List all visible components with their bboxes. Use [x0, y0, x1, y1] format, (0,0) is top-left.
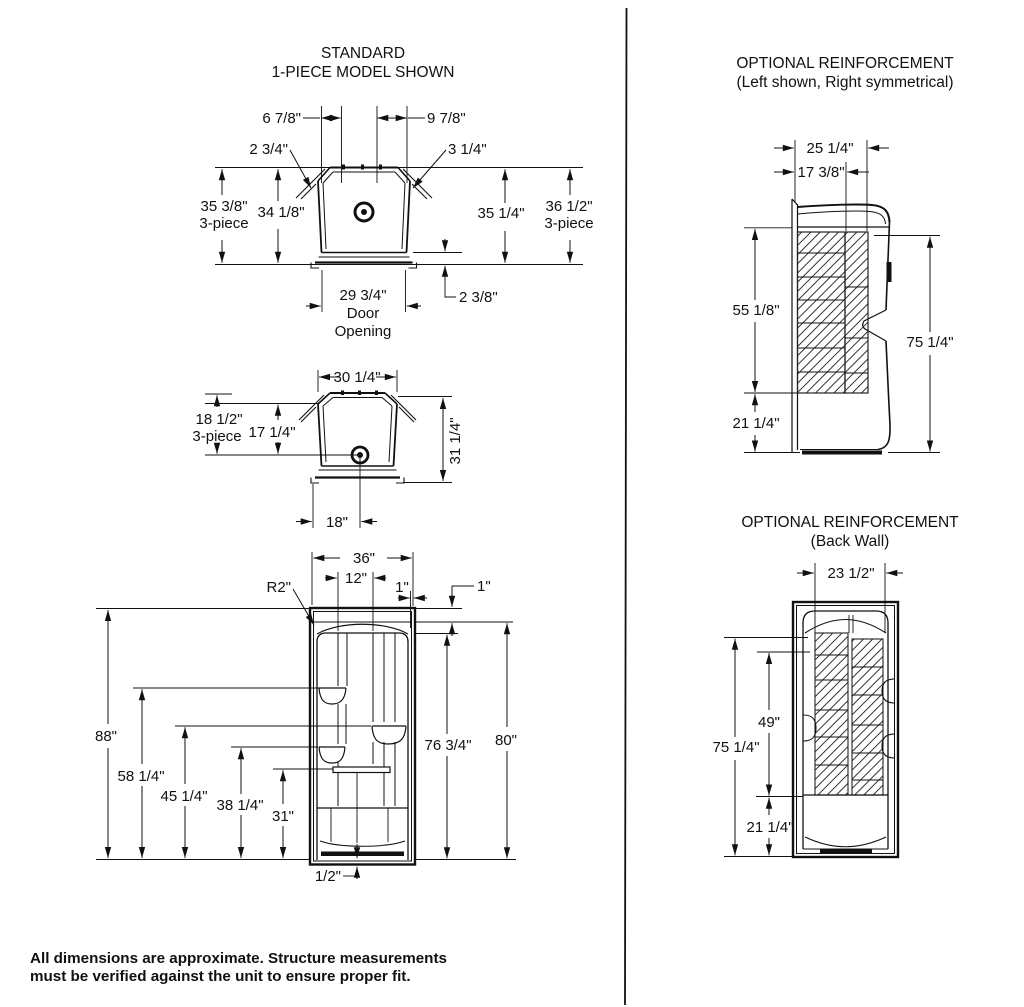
dim-h4: 31" — [271, 808, 295, 825]
top-plan-outline — [296, 165, 432, 269]
side-outline — [792, 199, 892, 455]
shelf — [333, 767, 390, 773]
dim-front-seam: 12" — [344, 570, 368, 587]
view-standard-plan-top — [199, 45, 593, 340]
dim-h2: 45 1/4" — [160, 788, 208, 805]
dim-h-int: 76 3/4" — [424, 737, 472, 754]
title-back-line1: OPTIONAL REINFORCEMENT — [741, 514, 959, 531]
dim-door-width: 29 3/4" — [339, 287, 387, 304]
mid-plan-dimensions — [192, 369, 464, 531]
dim-side-w2: 17 3/8" — [797, 164, 845, 181]
dim-depth-right: 35 1/4" — [477, 205, 525, 222]
dim-drain-offset: 18" — [325, 514, 349, 531]
dim-center-3piece-label: 3-piece — [192, 428, 242, 445]
dim-side-htotal: 75 1/4" — [906, 334, 954, 351]
top-plan-dimensions — [199, 106, 593, 340]
title-side-line2: (Left shown, Right symmetrical) — [736, 74, 954, 91]
dim-h1: 58 1/4" — [117, 768, 165, 785]
soap-dish-lower-left — [319, 747, 345, 763]
dim-h3: 38 1/4" — [216, 797, 264, 814]
dim-center-3piece: 18 1/2" — [195, 411, 243, 428]
dim-back-htotal: 75 1/4" — [712, 739, 760, 756]
mid-plan-outline — [299, 391, 416, 484]
dim-radius: R2" — [266, 579, 291, 596]
reinforcement-hatch-left — [798, 232, 846, 393]
dim-door-label1: Door — [346, 305, 380, 322]
dim-corner-right: 3 1/4" — [448, 141, 487, 158]
soap-dish-upper-left — [319, 688, 346, 704]
title-standard-line2: 1-PIECE MODEL SHOWN — [271, 64, 455, 81]
dim-back-h2: 21 1/4" — [746, 819, 794, 836]
reinforcement-hatch-right — [845, 232, 868, 393]
dim-h80: 80" — [494, 732, 518, 749]
view-side-reinforcement — [732, 55, 954, 455]
back-hatch-left — [815, 633, 848, 795]
dim-one-top: 1" — [477, 578, 491, 595]
back-outline — [793, 602, 898, 857]
dim-door-label2: Opening — [334, 323, 392, 340]
dim-base: 1/2" — [314, 868, 341, 885]
dim-curb: 2 3/8" — [459, 289, 498, 306]
column-divider-line — [625, 8, 627, 1005]
dim-mid-depth: 31 1/4" — [447, 417, 464, 465]
dim-depth-inner: 34 1/8" — [257, 204, 305, 221]
footer-note — [30, 950, 447, 985]
soap-dish-left-wall — [804, 715, 817, 741]
dim-one-right: 1" — [395, 579, 409, 596]
front-outline — [310, 608, 415, 865]
dim-depth-3piece-right: 36 1/2" — [545, 198, 593, 215]
front-dimensions — [95, 550, 517, 885]
dim-side-w1: 25 1/4" — [806, 140, 854, 157]
view-front — [95, 550, 517, 885]
dim-center-1piece: 17 1/4" — [248, 424, 296, 441]
dim-depth-3piece-left: 35 3/8" — [200, 198, 248, 215]
dim-depth-3piece-left-label: 3-piece — [199, 215, 249, 232]
dim-offset-left: 6 7/8" — [262, 110, 301, 127]
dim-offset-right: 9 7/8" — [427, 110, 466, 127]
soap-dish-right — [372, 726, 406, 744]
dim-back-h1: 49" — [757, 714, 781, 731]
footer-line1: All dimensions are approximate. Structure measurements — [30, 950, 447, 967]
title-back-line2: (Back Wall) — [810, 533, 890, 550]
footer-line2: must be verified against the unit to ensure proper fit. — [30, 968, 411, 985]
dim-side-h1: 55 1/8" — [732, 302, 780, 319]
dim-front-width: 36" — [352, 550, 376, 567]
back-hatch-right — [852, 639, 883, 795]
dim-corner-left: 2 3/4" — [249, 141, 288, 158]
title-side-line1: OPTIONAL REINFORCEMENT — [736, 55, 954, 72]
dim-back-width: 23 1/2" — [827, 565, 875, 582]
title-standard-line1: STANDARD — [320, 45, 406, 62]
dim-side-h2: 21 1/4" — [732, 415, 780, 432]
dim-depth-3piece-right-label: 3-piece — [544, 215, 594, 232]
dim-h-all: 88" — [94, 728, 118, 745]
view-back-reinforcement — [712, 514, 959, 857]
view-plan-middle — [192, 369, 464, 531]
dim-mid-width: 30 1/4" — [333, 369, 381, 386]
